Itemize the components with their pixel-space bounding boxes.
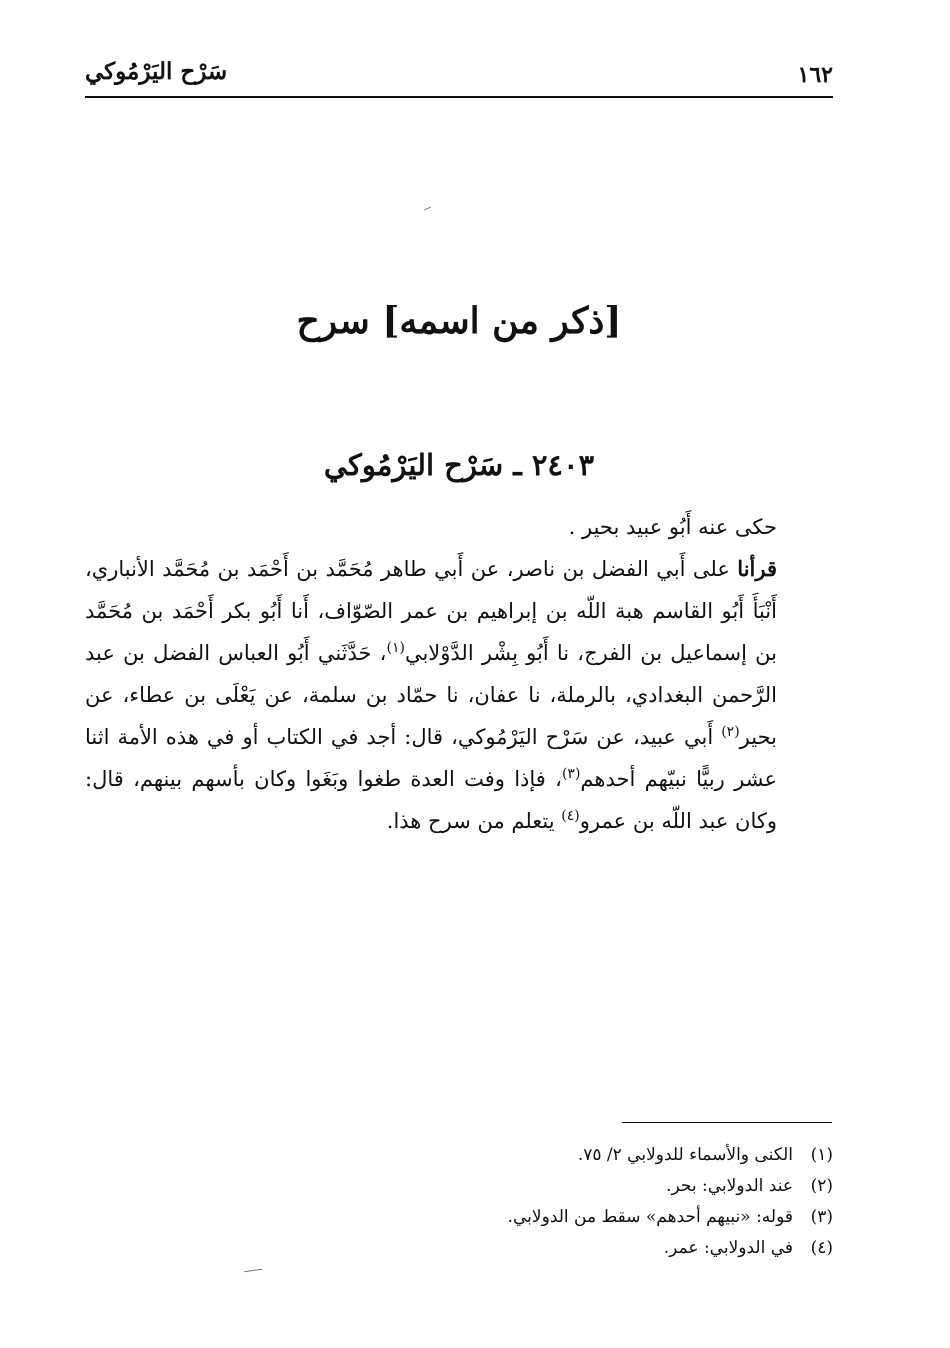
- footnote-item: [85, 1202, 833, 1233]
- lead-word: قرأنا: [737, 556, 777, 581]
- narration-text: يتعلم من سرح هذا.: [386, 809, 562, 833]
- footnotes: [85, 1140, 833, 1264]
- narration-text: ، فإذا وفت العدة طغوا وبَغَوا وكان بأسهم بينهم، قال: وكان عبد اللّه بن عمرو: [85, 767, 777, 833]
- narration-text: أَبي عبيد، عن سَرْح اليَرْمُوكي، قال: أجد في الكتاب أو في هذه الأمة اثنا عشر ربيًّا نبيّهم أحدهم: [85, 725, 777, 791]
- footnote-text: عند الدولابي: بحر.: [666, 1176, 793, 1196]
- narration-text: على أَبي الفضل بن ناصر، عن أَبي طاهر مُحَمَّد بن أَحْمَد بن مُحَمَّد الأنباري، أَنْبَأَ أَبُو القاسم هبة اللّه بن إبراهيم بن عمر الصّوّاف، أَنا أَبُو بكر أَحْمَد بن مُحَمَّد بن إسماعيل بن الفرج، نا أَبُو بِشْر الدَّوْلابي: [85, 557, 777, 665]
- entry-title: ٢٤٠٣ ـ سَرْح اليَرْمُوكي: [323, 448, 595, 482]
- footnote-number: (١): [810, 1145, 833, 1165]
- footnote-number: (٣): [810, 1207, 833, 1227]
- footnote-item: [85, 1171, 833, 1202]
- page-number: ١٦٢: [797, 62, 833, 88]
- footnote-ref-4[interactable]: (٤): [561, 808, 580, 824]
- running-title: سَرْح اليَرْمُوكي: [85, 58, 228, 85]
- running-header: [85, 52, 833, 98]
- footnote-item: [85, 1233, 833, 1264]
- narration-paragraph: [85, 548, 833, 842]
- footnote-text: قوله: «نبيهم أحدهم» سقط من الدولابي.: [507, 1207, 793, 1227]
- footnote-divider: [622, 1122, 832, 1123]
- footnote-number: (٢): [810, 1176, 833, 1196]
- footnote-text: الكنى والأسماء للدولابي ٢/ ٧٥.: [577, 1145, 793, 1165]
- chapter-title: [ذكر من اسمه] سرح: [296, 300, 622, 342]
- intro-paragraph: حكى عنه أَبُو عبيد بحير .: [568, 515, 777, 539]
- scan-speck: [424, 207, 431, 211]
- scan-speck: [244, 1269, 262, 1272]
- footnote-ref-2[interactable]: (٢): [721, 724, 740, 740]
- footnote-number: (٤): [810, 1238, 833, 1258]
- footnote-text: في الدولابي: عمر.: [663, 1238, 793, 1258]
- footnote-ref-3[interactable]: (٣): [561, 766, 581, 782]
- footnote-ref-1[interactable]: (١): [386, 640, 405, 656]
- footnote-item: [85, 1140, 833, 1171]
- entry-body: [85, 506, 833, 842]
- narration-text: ، حَدَّثَني أَبُو العباس الفضل بن عبد الرَّحمن البغدادي، بالرملة، نا عفان، نا حمّاد بن سلمة، عن يَعْلَى بن عطاء، عن بحير: [85, 641, 777, 749]
